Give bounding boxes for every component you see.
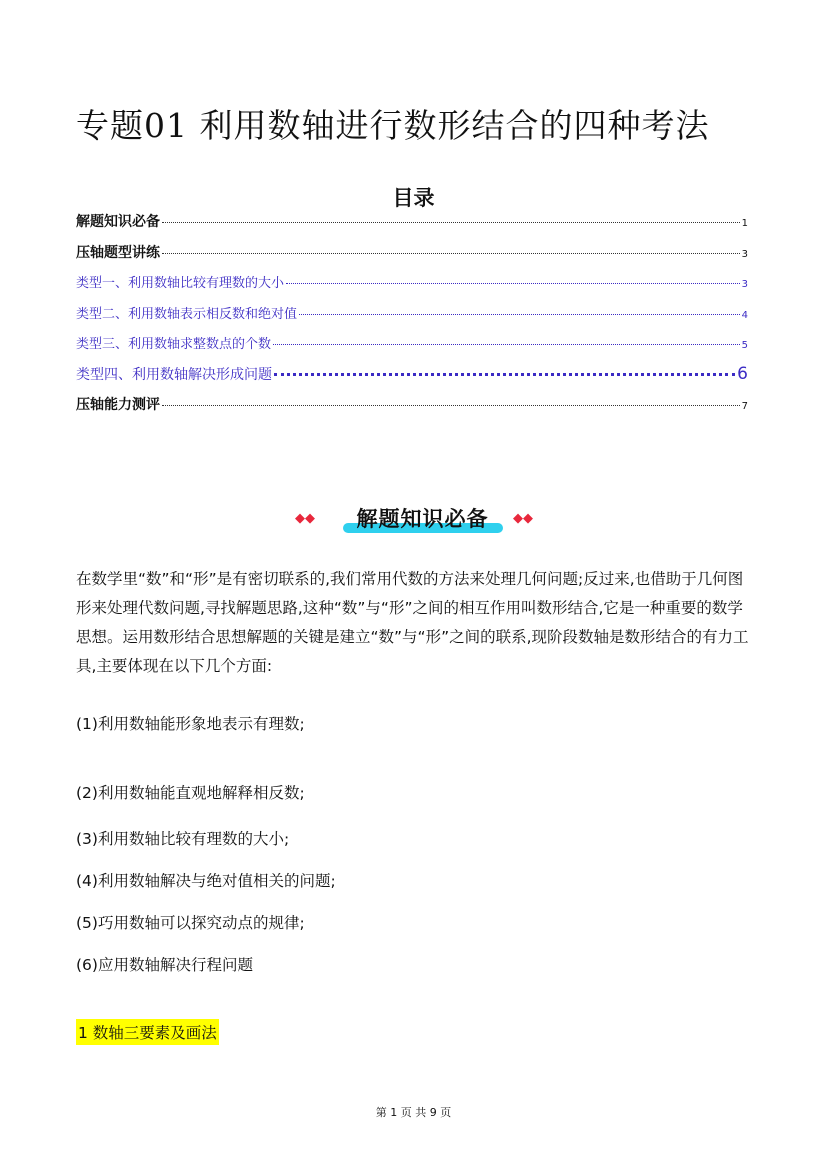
toc-page: 4 — [741, 309, 748, 321]
toc-page: 3 — [741, 279, 748, 290]
leader-dots — [162, 253, 740, 254]
toc-item[interactable] — [76, 364, 748, 395]
toc-heading: 目录 — [392, 185, 435, 210]
leader-dots — [162, 222, 740, 223]
toc-item[interactable] — [76, 333, 748, 364]
toc-label: 解题知识必备 — [76, 214, 160, 230]
toc-page: 1 — [741, 218, 748, 229]
toc-label: 类型二、利用数轴表示相反数和绝对值 — [76, 306, 298, 322]
toc-item[interactable] — [76, 394, 748, 425]
section-heading: 1 数轴三要素及画法 — [76, 1019, 219, 1045]
toc-item[interactable] — [76, 242, 748, 273]
intro-paragraph: 在数学里“数”和“形”是有密切联系的,我们常用代数的方法来处理几何问题;反过来,也借助于几何图形来处理代数问题,寻找解题思路,这种“数”与“形”之间的相互作用叫数形结合,它是一种重要的数学思想。运用数形结合思想解题的关键是建立“数”与“形”之间的联系,现阶段数轴是数形结合的有力工具,主要体现在以下几个方面: — [76, 570, 749, 675]
leader-dots — [274, 373, 735, 376]
diamond-icon: ◆◆ — [295, 511, 315, 526]
leader-dots — [273, 344, 740, 345]
banner-label: 解题知识必备 — [356, 507, 489, 531]
diamond-icon: ◆◆ — [513, 511, 533, 526]
toc-page: 7 — [741, 401, 748, 412]
point-item: (2)利用数轴能直观地解释相反数; — [76, 784, 305, 802]
point-item: (4)利用数轴解决与绝对值相关的问题; — [76, 872, 336, 890]
toc-label: 压轴题型讲练 — [76, 244, 160, 261]
toc-item[interactable] — [76, 272, 748, 303]
point-item: (1)利用数轴能形象地表示有理数; — [76, 715, 305, 733]
toc-label: 类型三、利用数轴求整数点的个数 — [76, 337, 272, 352]
toc-page: 6 — [737, 363, 748, 384]
leader-dots — [286, 283, 740, 284]
toc-item[interactable] — [76, 303, 748, 334]
table-of-contents — [76, 211, 748, 425]
point-item: (5)巧用数轴可以探究动点的规律; — [76, 914, 305, 932]
toc-page: 3 — [741, 248, 748, 260]
toc-page: 5 — [741, 340, 748, 351]
leader-dots — [299, 314, 740, 315]
section-banner — [295, 503, 540, 535]
leader-dots — [162, 405, 740, 406]
toc-label: 类型一、利用数轴比较有理数的大小 — [76, 276, 285, 291]
toc-item[interactable] — [76, 211, 748, 242]
point-item: (6)应用数轴解决行程问题 — [76, 956, 253, 974]
point-item: (3)利用数轴比较有理数的大小; — [76, 830, 290, 848]
toc-label: 压轴能力测评 — [76, 397, 160, 413]
page-title: 专题01 利用数轴进行数形结合的四种考法 — [76, 106, 710, 145]
toc-label: 类型四、利用数轴解决形成问题 — [76, 366, 272, 383]
page-footer: 第 1 页 共 9 页 — [375, 1106, 452, 1119]
